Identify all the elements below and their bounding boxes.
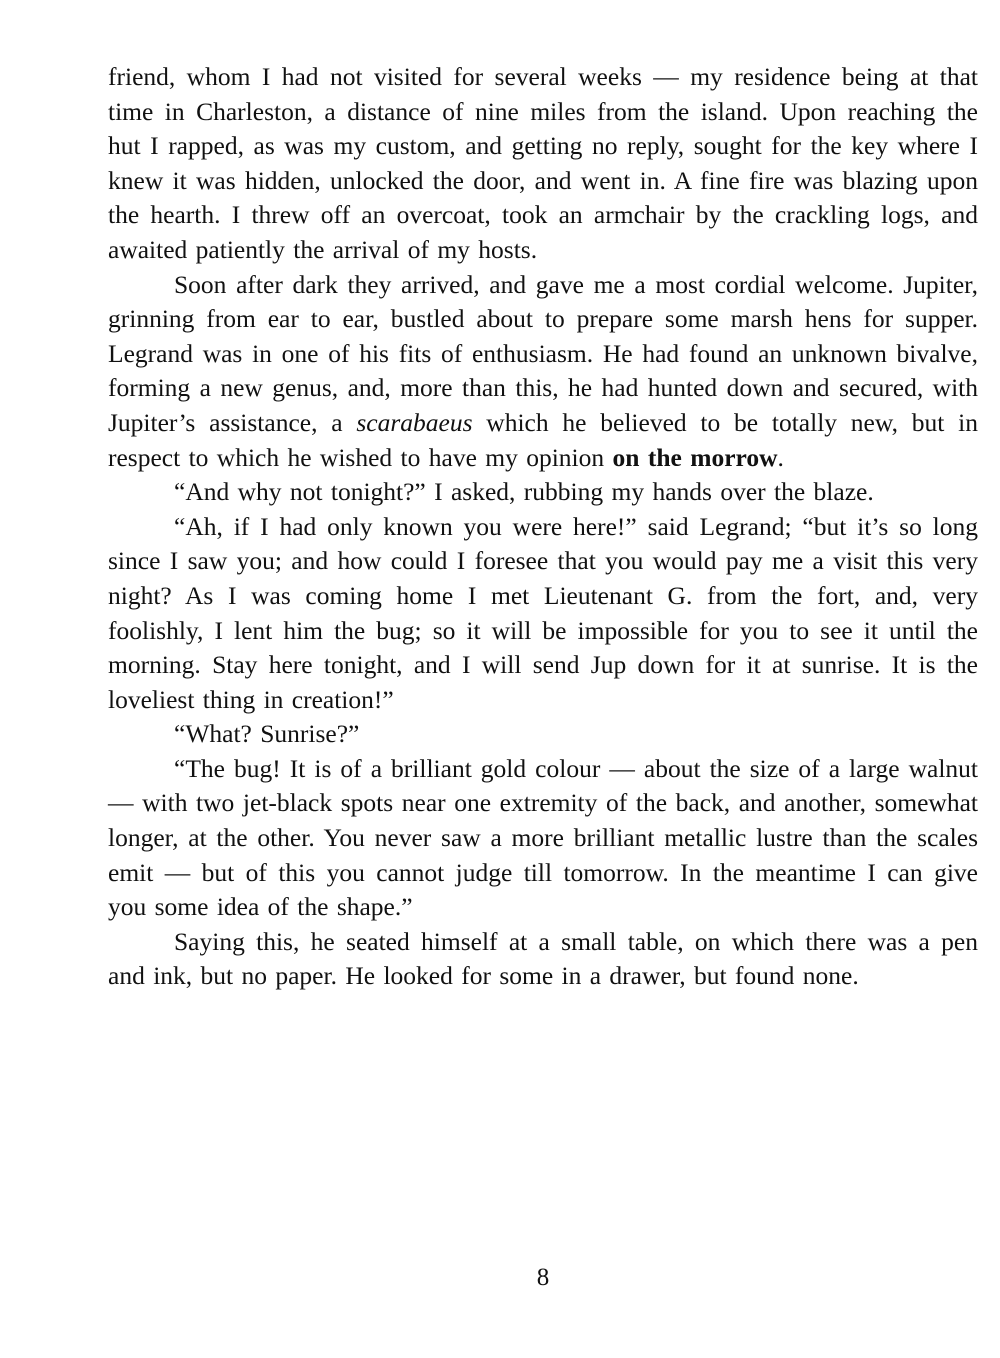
paragraph-text: which he believed to be totally new, but in respect to which he wished to have my opinion xyxy=(108,407,978,472)
page-number: 8 xyxy=(536,1264,550,1291)
paragraph xyxy=(108,268,978,476)
paragraph-text: Saying this, he seated himself at a small table, on which there was a pen and ink, but no paper. He looked for some in a drawer, but found none. xyxy=(108,926,978,991)
paragraph-text: Soon after dark they arrived, and gave me a most cordial welcome. Jupiter, grinning from ear to ear, bustled about to prepare some marsh hens for supper. Legrand was in one of his fits of enthusiasm. He had found an unknown bivalve, forming a new genus, and, more than this, he had hunted down and secured, with Jupiter’s assistance, a xyxy=(108,269,978,437)
paragraph xyxy=(108,717,978,752)
paragraph-text: “What? Sunrise?” xyxy=(174,719,360,749)
paragraph-text: . xyxy=(777,442,784,472)
paragraph xyxy=(108,752,978,925)
body-text xyxy=(108,60,978,994)
paragraph xyxy=(108,475,978,510)
paragraph xyxy=(108,925,978,994)
paragraph xyxy=(108,510,978,718)
paragraph-text: “And why not tonight?” I asked, rubbing my hands over the blaze. xyxy=(174,477,874,507)
bold-text: on the morrow xyxy=(612,442,778,472)
paragraph-text: friend, whom I had not visited for several weeks — my residence being at that time in Charleston, a distance of nine miles from the island. Upon reaching the hut I rapped, as was my custom, and getting no reply, sought for the key where I knew it was hidden, unlocked the door, and went in. A fine fire was blazing upon the hearth. I threw off an overcoat, took an armchair by the crackling logs, and awaited patiently the arrival of my hosts. xyxy=(108,62,978,264)
paragraph-text: “Ah, if I had only known you were here!” said Legrand; “but it’s so long since I saw you; and how could I foresee that you would pay me a visit this very night? As I was coming home I met Lieutenant G. from the fort, and, very foolishly, I lent him the bug; so it will be impossible for you to see it until the morning. Stay here tonight, and I will send Jup down for it at sunrise. It is the loveliest thing in creation!” xyxy=(108,511,978,714)
italic-text: scarabaeus xyxy=(356,407,473,437)
paragraph-text: “The bug! It is of a brilliant gold colour — about the size of a large walnut — with two jet-black spots near one extremity of the back, and another, somewhat longer, at the other. You never saw a more brilliant metallic lustre than the scales emit — but of this you cannot judge till tomorrow. In the meantime I can give you some idea of the shape.” xyxy=(108,753,978,922)
paragraph xyxy=(108,60,978,268)
